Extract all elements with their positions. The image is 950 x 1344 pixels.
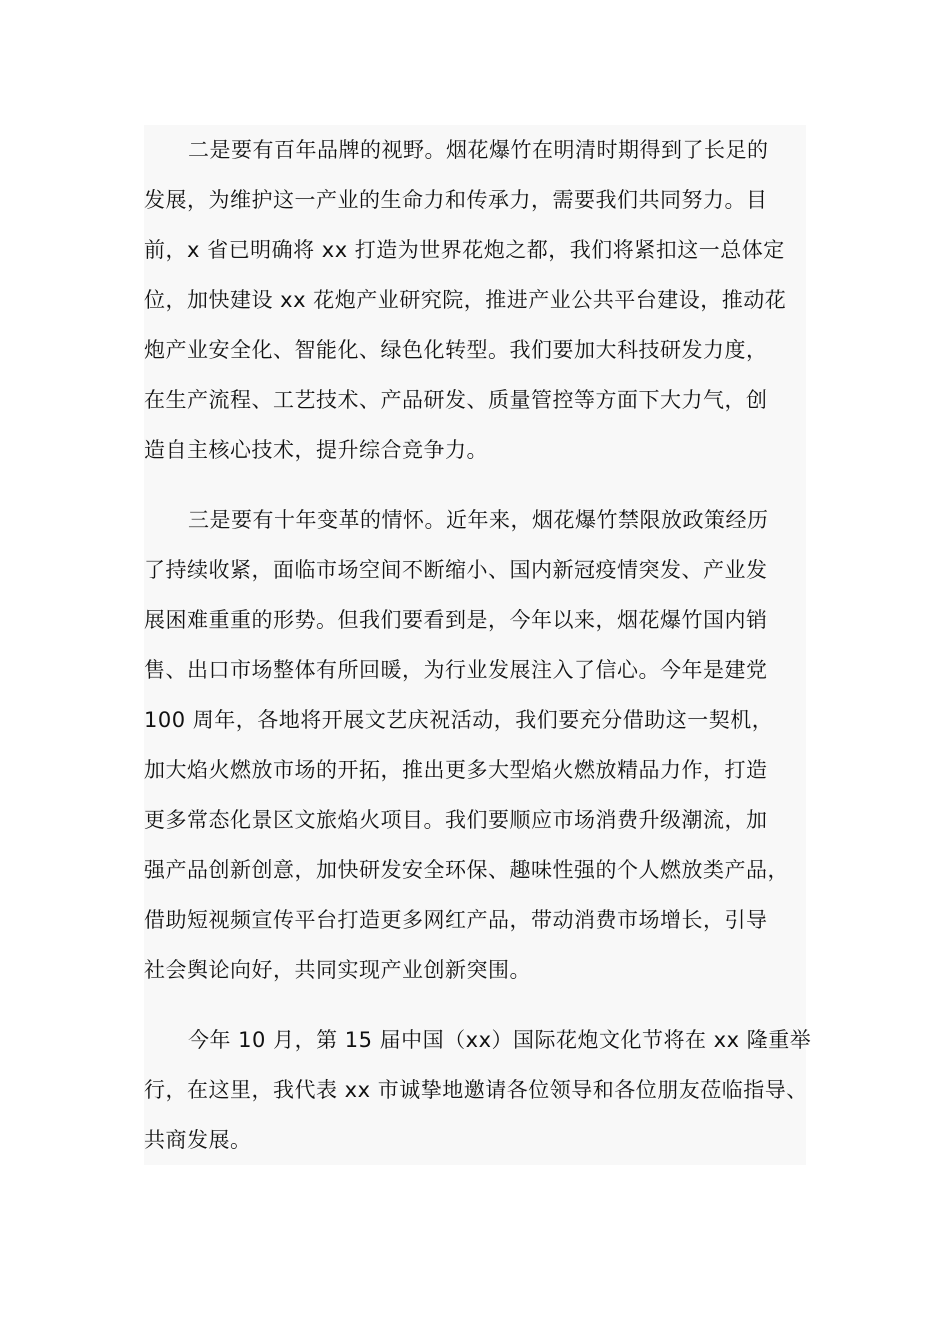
paragraph-line: 强产品创新创意，加快研发安全环保、趣味性强的个人燃放类产品， [144, 858, 789, 882]
paragraph-line: 共商发展。 [144, 1128, 252, 1152]
paragraph-line: 更多常态化景区文旅焰火项目。我们要顺应市场消费升级潮流，加 [144, 808, 768, 832]
paragraph-line: 三是要有十年变革的情怀。近年来，烟花爆竹禁限放政策经历 [188, 508, 769, 532]
paragraph-line: 社会舆论向好，共同实现产业创新突围。 [144, 958, 531, 982]
paragraph-line: 炮产业安全化、智能化、绿色化转型。我们要加大科技研发力度， [144, 338, 768, 362]
paragraph-line: 加大焰火燃放市场的开拓，推出更多大型焰火燃放精品力作，打造 [144, 758, 768, 782]
paragraph-line: 前，x 省已明确将 xx 打造为世界花炮之都，我们将紧扣这一总体定 [144, 238, 785, 262]
paragraph-line: 了持续收紧，面临市场空间不断缩小、国内新冠疫情突发、产业发 [144, 558, 768, 582]
paragraph-line: 二是要有百年品牌的视野。烟花爆竹在明清时期得到了长足的 [188, 138, 769, 162]
paragraph-line: 行，在这里，我代表 xx 市诚挚地邀请各位领导和各位朋友莅临指导、 [144, 1078, 808, 1102]
paragraph-line: 今年 10 月，第 15 届中国（xx）国际花炮文化节将在 xx 隆重举 [188, 1028, 812, 1052]
paragraph-line: 100 周年，各地将开展文艺庆祝活动，我们要充分借助这一契机， [144, 708, 774, 732]
paragraph-brand-vision [144, 125, 844, 475]
paragraph-line: 借助短视频宣传平台打造更多网红产品，带动消费市场增长，引导 [144, 908, 768, 932]
paragraph-reform-commitment [144, 495, 844, 995]
paragraph-line: 位，加快建设 xx 花炮产业研究院，推进产业公共平台建设，推动花 [144, 288, 787, 312]
document-body [144, 125, 812, 1165]
paragraph-festival-invitation [144, 1015, 844, 1165]
paragraph-line: 售、出口市场整体有所回暖，为行业发展注入了信心。今年是建党 [144, 658, 768, 682]
paragraph-line: 在生产流程、工艺技术、产品研发、质量管控等方面下大力气，创 [144, 388, 768, 412]
paragraph-line: 造自主核心技术，提升综合竞争力。 [144, 438, 488, 462]
paragraph-line: 展困难重重的形势。但我们要看到是，今年以来，烟花爆竹国内销 [144, 608, 768, 632]
paragraph-line: 发展，为维护这一产业的生命力和传承力，需要我们共同努力。目 [144, 188, 768, 212]
